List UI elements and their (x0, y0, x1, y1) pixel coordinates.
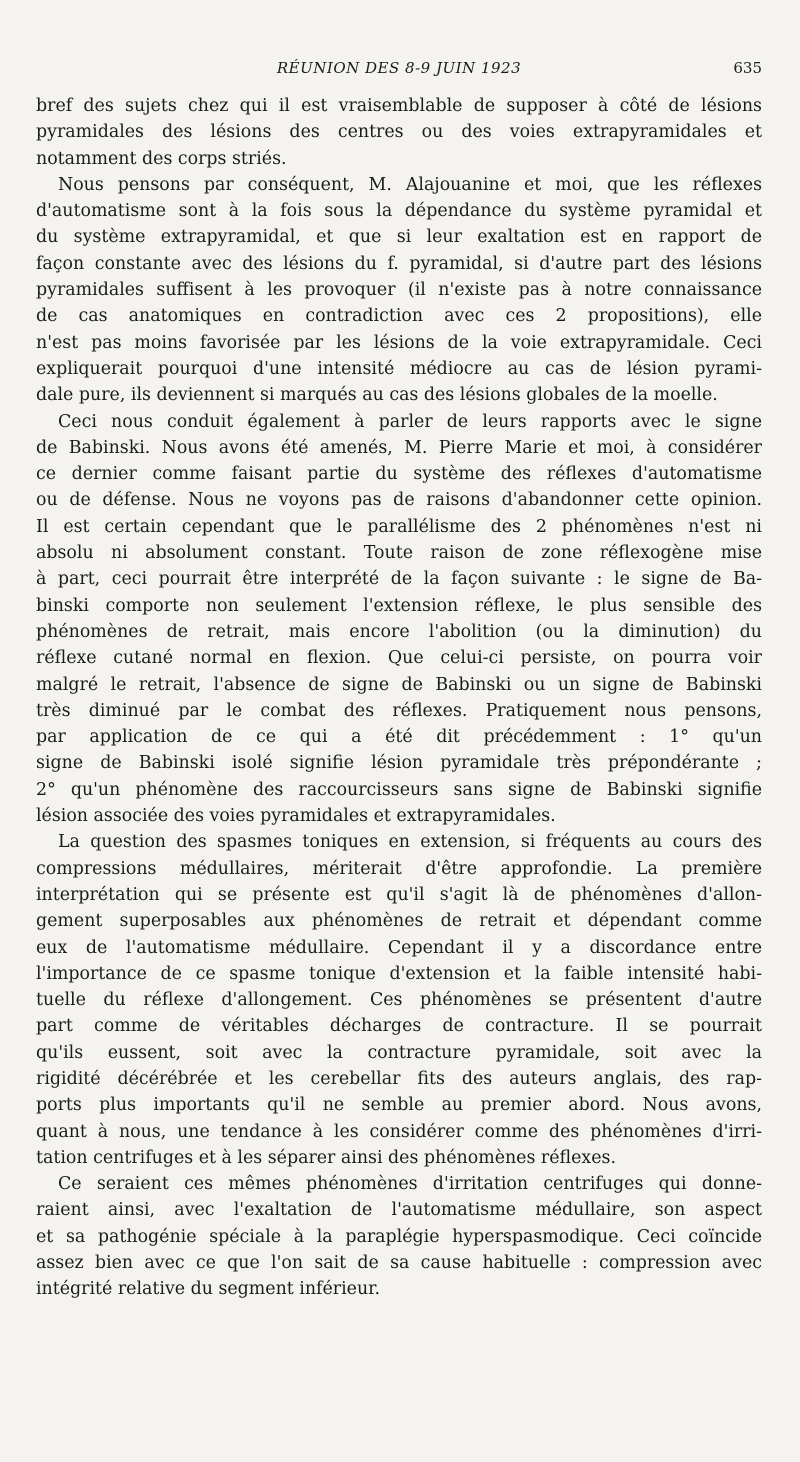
text-line: et sa pathogénie spéciale à la paraplégie hyperspasmodique. Ceci coïncide (36, 1226, 762, 1247)
text-line: à part, ceci pourrait être interprété de la façon suivante : le signe de Ba- (36, 569, 762, 590)
text-line: de cas anatomiques en contradiction avec ces 2 propositions), elle (36, 306, 762, 327)
text-line: gement superposables aux phénomènes de retrait et dépendant comme (36, 911, 762, 932)
page-number: 635 (733, 59, 762, 77)
text-line: binski comporte non seulement l'extension réflexe, le plus sensible des (36, 595, 762, 616)
text-line: Il est certain cependant que le parallélisme des 2 phénomènes n'est ni (36, 516, 762, 537)
text-line: façon constante avec des lésions du f. pyramidal, si d'autre part des lésions (36, 253, 762, 274)
text-line: Nous pensons par conséquent, M. Alajouanine et moi, que les réflexes (58, 174, 762, 195)
text-line: Ce seraient ces mêmes phénomènes d'irritation centrifuges qui donne- (58, 1174, 762, 1195)
text-line: tation centrifuges et à les séparer ainsi des phénomènes réflexes. (36, 1147, 616, 1168)
text-line: de Babinski. Nous avons été amenés, M. Pierre Marie et moi, à considérer (36, 437, 762, 458)
running-title: RÉUNION DES 8-9 JUIN 1923 (276, 59, 522, 77)
text-line: expliquerait pourquoi d'une intensité médiocre au cas de lésion pyrami- (36, 358, 762, 379)
text-line: n'est pas moins favorisée par les lésions de la voie extrapyramidale. Ceci (36, 332, 762, 353)
text-line: l'importance de ce spasme tonique d'extension et la faible intensité habi- (36, 963, 762, 984)
text-line: très diminué par le combat des réflexes. Pratiquement nous pensons, (36, 700, 762, 721)
text-line: dale pure, ils deviennent si marqués au cas des lésions globales de la moelle. (36, 385, 718, 406)
text-line: d'automatisme sont à la fois sous la dépendance du système pyramidal et (36, 201, 762, 222)
text-line: interprétation qui se présente est qu'il s'agit là de phénomènes d'allon- (36, 884, 762, 905)
page-header (36, 59, 762, 83)
text-line: lésion associée des voies pyramidales et extrapyramidales. (36, 806, 556, 827)
text-line: quant à nous, une tendance à les considérer comme des phénomènes d'irri- (36, 1121, 762, 1142)
text-line: qu'ils eussent, soit avec la contracture pyramidale, soit avec la (36, 1042, 762, 1063)
text-line: réflexe cutané normal en flexion. Que celui-ci persiste, on pourra voir (36, 648, 762, 669)
text-line: ou de défense. Nous ne voyons pas de raisons d'abandonner cette opinion. (36, 490, 762, 511)
text-line: raient ainsi, avec l'exaltation de l'automatisme médullaire, son aspect (36, 1200, 762, 1221)
text-line: intégrité relative du segment inférieur. (36, 1279, 381, 1300)
text-line: bref des sujets chez qui il est vraisemblable de supposer à côté de lésions (36, 96, 762, 116)
text-line: malgré le retrait, l'absence de signe de Babinski ou un signe de Babinski (36, 674, 762, 695)
text-line: Ceci nous conduit également à parler de leurs rapports avec le signe (58, 411, 762, 432)
text-line: notamment des corps striés. (36, 148, 287, 169)
body-text (36, 93, 762, 1303)
text-line: 2° qu'un phénomène des raccourcisseurs sans signe de Babinski signifie (36, 779, 762, 800)
text-line: ports plus importants qu'il ne semble au premier abord. Nous avons, (36, 1095, 762, 1116)
text-line: du système extrapyramidal, et que si leur exaltation est en rapport de (36, 227, 762, 248)
text-line: pyramidales des lésions des centres ou des voies extrapyramidales et (36, 122, 762, 143)
text-line: par application de ce qui a été dit précédemment : 1° qu'un (36, 727, 762, 748)
text-line: compressions médullaires, mériterait d'être approfondie. La première (36, 858, 762, 879)
text-line: pyramidales suffisent à les provoquer (il n'existe pas à notre connaissance (36, 280, 762, 301)
text-line: tuelle du réflexe d'allongement. Ces phénomènes se présentent d'autre (36, 990, 762, 1011)
text-line: signe de Babinski isolé signifie lésion pyramidale très prépondérante ; (36, 753, 762, 774)
text-line: absolu ni absolument constant. Toute raison de zone réflexogène mise (36, 543, 762, 564)
text-line: eux de l'automatisme médullaire. Cependant il y a discordance entre (36, 937, 762, 958)
text-line: phénomènes de retrait, mais encore l'abolition (ou la diminution) du (36, 621, 762, 642)
text-line: rigidité décérébrée et les cerebellar fits des auteurs anglais, des rap- (36, 1068, 762, 1089)
text-line: ce dernier comme faisant partie du système des réflexes d'automatisme (36, 464, 762, 485)
text-line: part comme de véritables décharges de contracture. Il se pourrait (36, 1016, 762, 1037)
text-line: La question des spasmes toniques en extension, si fréquents au cours des (58, 832, 762, 853)
text-line: assez bien avec ce que l'on sait de sa cause habituelle : compression avec (36, 1253, 762, 1274)
